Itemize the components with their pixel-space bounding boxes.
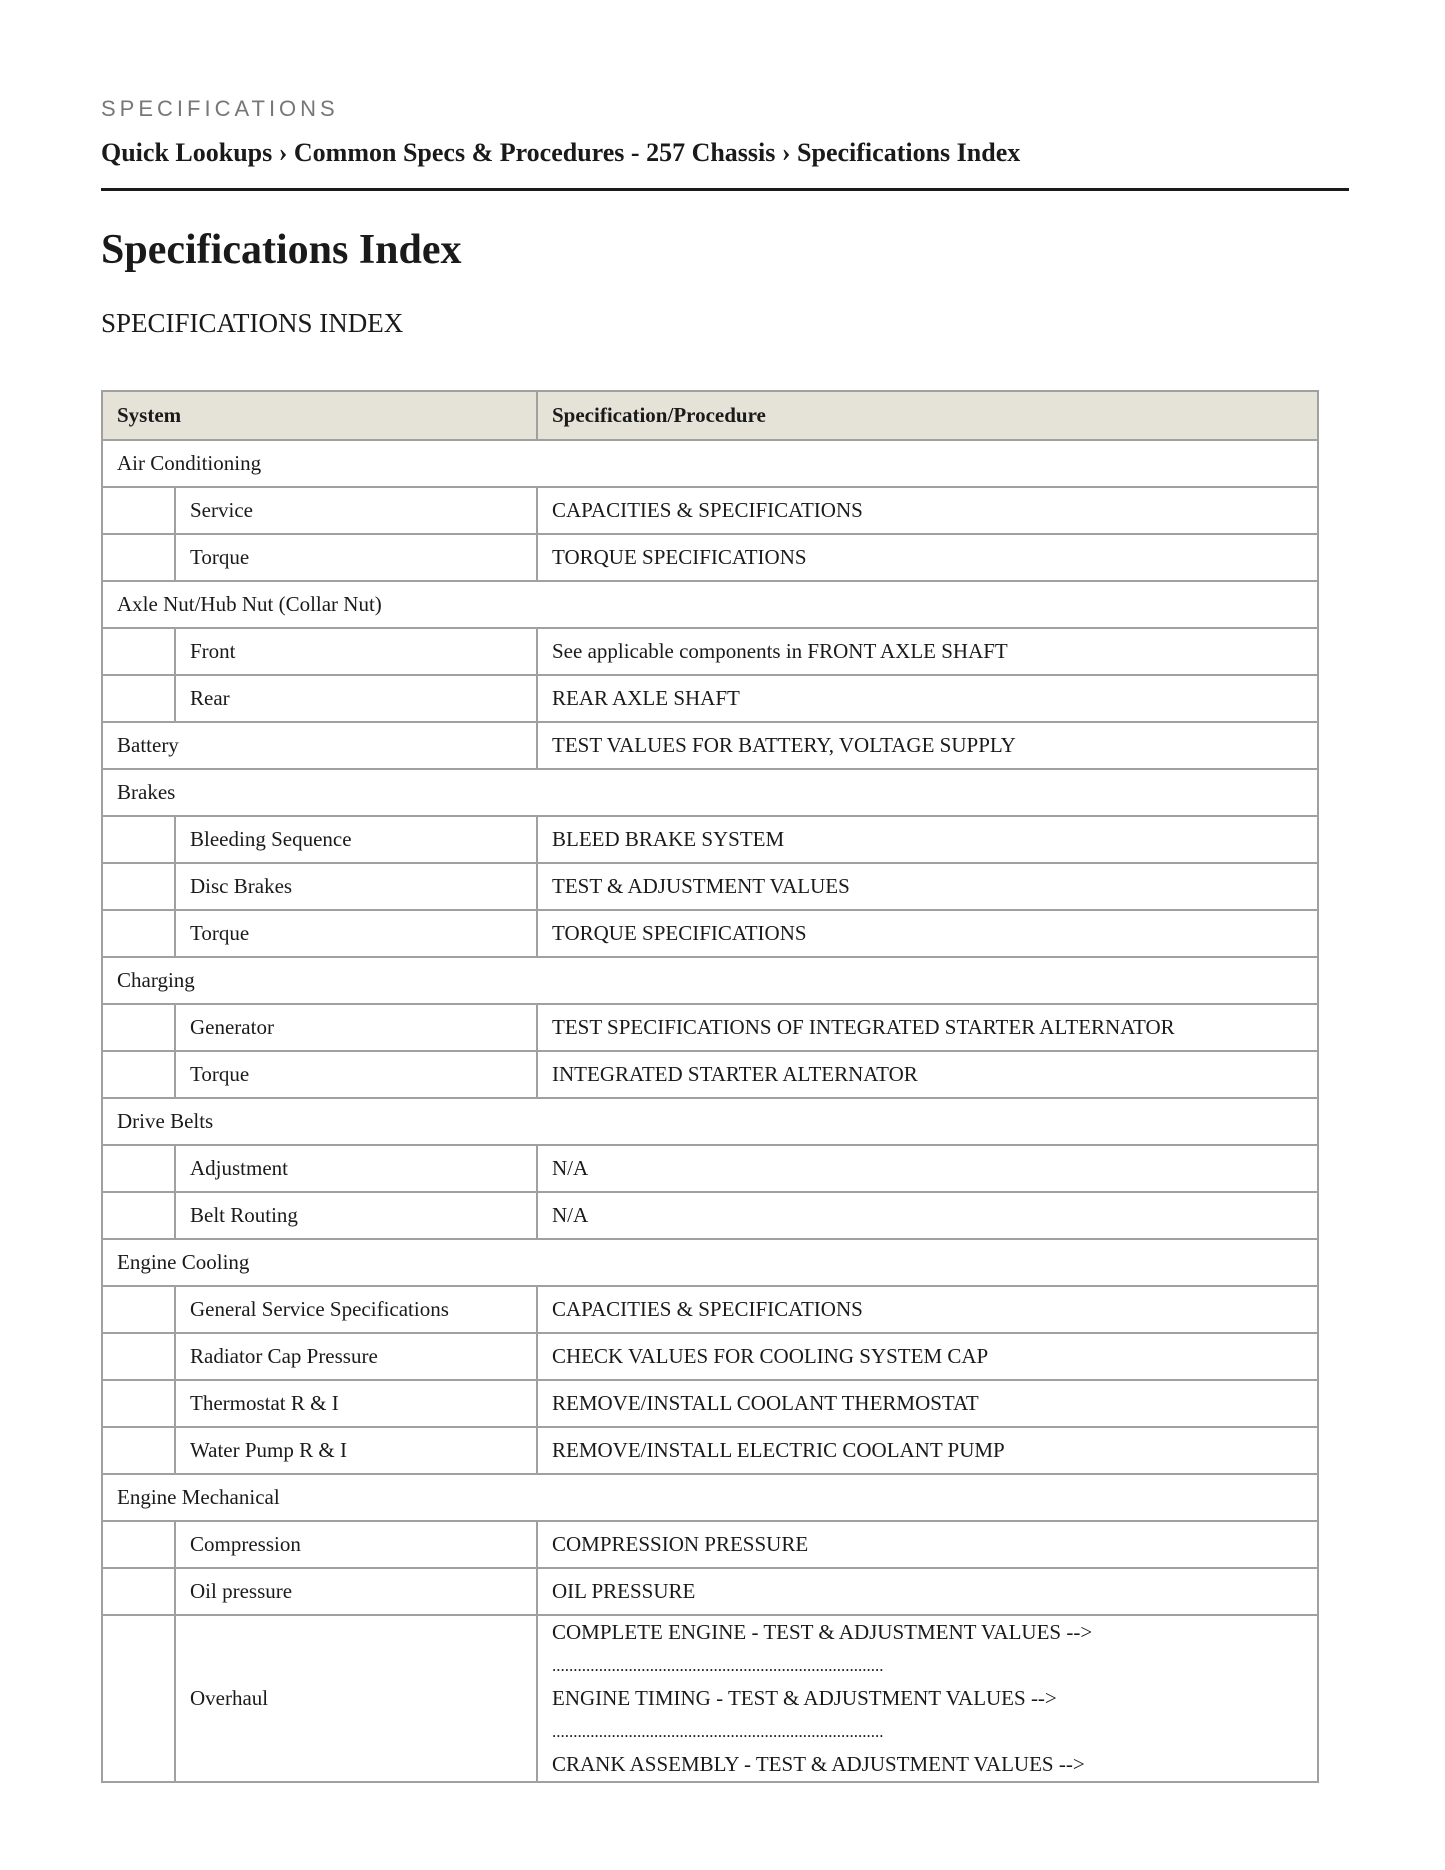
system-group-label: Engine Cooling	[102, 1239, 1318, 1286]
indent-cell	[102, 628, 175, 675]
item-label: Generator	[175, 1004, 537, 1051]
spec-link[interactable]: TORQUE SPECIFICATIONS	[537, 534, 1318, 581]
indent-cell	[102, 1427, 175, 1474]
section-eyebrow: SPECIFICATIONS	[101, 96, 339, 121]
item-label: Disc Brakes	[175, 863, 537, 910]
indent-cell	[102, 1192, 175, 1239]
indent-cell	[102, 1333, 175, 1380]
indent-cell	[102, 910, 175, 957]
spec-link[interactable]: CAPACITIES & SPECIFICATIONS	[537, 487, 1318, 534]
column-header-system: System	[102, 391, 537, 440]
spec-link[interactable]: COMPLETE ENGINE - TEST & ADJUSTMENT VALUES -->	[552, 1620, 1093, 1644]
spec-link[interactable]: TORQUE SPECIFICATIONS	[537, 910, 1318, 957]
table-row-item	[102, 1427, 1318, 1474]
indent-cell	[102, 1521, 175, 1568]
system-group-label: Axle Nut/Hub Nut (Collar Nut)	[102, 581, 1318, 628]
indent-cell	[102, 675, 175, 722]
indent-cell	[102, 1615, 175, 1782]
item-label: Torque	[175, 534, 537, 581]
dot-leader: ..............................................................................	[552, 1656, 884, 1675]
table-row-item	[102, 1568, 1318, 1615]
system-group-label: Brakes	[102, 769, 1318, 816]
dot-leader: ..............................................................................	[552, 1722, 884, 1741]
spec-link[interactable]: REMOVE/INSTALL COOLANT THERMOSTAT	[537, 1380, 1318, 1427]
spec-link[interactable]: CRANK ASSEMBLY - TEST & ADJUSTMENT VALUES -->	[552, 1752, 1085, 1776]
item-label: Overhaul	[175, 1615, 537, 1782]
indent-cell	[102, 1380, 175, 1427]
indent-cell	[102, 487, 175, 534]
system-group-label: Charging	[102, 957, 1318, 1004]
table-row-item	[102, 816, 1318, 863]
system-label: Battery	[102, 722, 537, 769]
table-row-item	[102, 1145, 1318, 1192]
column-header-spec: Specification/Procedure	[537, 391, 1318, 440]
spec-link[interactable]: ENGINE TIMING - TEST & ADJUSTMENT VALUES -->	[552, 1686, 1057, 1710]
table-row-group	[102, 1474, 1318, 1521]
spec-link[interactable]: COMPRESSION PRESSURE	[537, 1521, 1318, 1568]
table-row-item	[102, 675, 1318, 722]
item-label: Torque	[175, 1051, 537, 1098]
spec-link[interactable]: REAR AXLE SHAFT	[537, 675, 1318, 722]
indent-cell	[102, 1286, 175, 1333]
spec-link[interactable]: BLEED BRAKE SYSTEM	[537, 816, 1318, 863]
spec-link[interactable]: N/A	[537, 1192, 1318, 1239]
indent-cell	[102, 816, 175, 863]
spec-link[interactable]: N/A	[537, 1145, 1318, 1192]
spec-link[interactable]: OIL PRESSURE	[537, 1568, 1318, 1615]
table-header-row	[102, 391, 1318, 440]
item-label: Front	[175, 628, 537, 675]
indent-cell	[102, 1145, 175, 1192]
item-label: Belt Routing	[175, 1192, 537, 1239]
table-row-group	[102, 581, 1318, 628]
header-divider	[101, 188, 1349, 191]
table-row-overhaul	[102, 1615, 1318, 1782]
item-label: Water Pump R & I	[175, 1427, 537, 1474]
table-row-item	[102, 1004, 1318, 1051]
item-label: Adjustment	[175, 1145, 537, 1192]
indent-cell	[102, 1051, 175, 1098]
table-row-item	[102, 1333, 1318, 1380]
table-body	[102, 440, 1318, 1782]
table-row-item	[102, 1286, 1318, 1333]
spec-link[interactable]: CHECK VALUES FOR COOLING SYSTEM CAP	[537, 1333, 1318, 1380]
item-label: Bleeding Sequence	[175, 816, 537, 863]
table-row-system	[102, 722, 1318, 769]
table-row-item	[102, 910, 1318, 957]
item-label: Torque	[175, 910, 537, 957]
table-row-item	[102, 487, 1318, 534]
table-row-group	[102, 957, 1318, 1004]
spec-link[interactable]: See applicable components in FRONT AXLE SHAFT	[537, 628, 1318, 675]
spec-cell-overhaul	[537, 1615, 1318, 1782]
breadcrumb: Quick Lookups › Common Specs & Procedures - 257 Chassis › Specifications Index	[101, 138, 1021, 167]
table-row-item	[102, 534, 1318, 581]
page-title: Specifications Index	[101, 227, 462, 273]
indent-cell	[102, 534, 175, 581]
system-group-label: Engine Mechanical	[102, 1474, 1318, 1521]
indent-cell	[102, 1004, 175, 1051]
indent-cell	[102, 863, 175, 910]
specifications-table	[101, 390, 1319, 1783]
system-group-label: Air Conditioning	[102, 440, 1318, 487]
item-label: Rear	[175, 675, 537, 722]
item-label: Compression	[175, 1521, 537, 1568]
indent-cell	[102, 1568, 175, 1615]
item-label: Service	[175, 487, 537, 534]
table-row-item	[102, 628, 1318, 675]
spec-link[interactable]: TEST & ADJUSTMENT VALUES	[537, 863, 1318, 910]
item-label: Oil pressure	[175, 1568, 537, 1615]
table-row-item	[102, 863, 1318, 910]
table-row-item	[102, 1192, 1318, 1239]
table-row-item	[102, 1380, 1318, 1427]
table-row-item	[102, 1521, 1318, 1568]
table-row-group	[102, 769, 1318, 816]
page-subtitle: SPECIFICATIONS INDEX	[101, 308, 404, 338]
item-label: General Service Specifications	[175, 1286, 537, 1333]
table-row-group	[102, 1098, 1318, 1145]
spec-link[interactable]: CAPACITIES & SPECIFICATIONS	[537, 1286, 1318, 1333]
spec-link[interactable]: TEST VALUES FOR BATTERY, VOLTAGE SUPPLY	[537, 722, 1318, 769]
item-label: Radiator Cap Pressure	[175, 1333, 537, 1380]
table-row-item	[102, 1051, 1318, 1098]
table-row-group	[102, 440, 1318, 487]
table-row-group	[102, 1239, 1318, 1286]
spec-link[interactable]: INTEGRATED STARTER ALTERNATOR	[537, 1051, 1318, 1098]
system-group-label: Drive Belts	[102, 1098, 1318, 1145]
spec-link[interactable]: REMOVE/INSTALL ELECTRIC COOLANT PUMP	[537, 1427, 1318, 1474]
spec-link[interactable]: TEST SPECIFICATIONS OF INTEGRATED STARTER ALTERNATOR	[537, 1004, 1318, 1051]
item-label: Thermostat R & I	[175, 1380, 537, 1427]
